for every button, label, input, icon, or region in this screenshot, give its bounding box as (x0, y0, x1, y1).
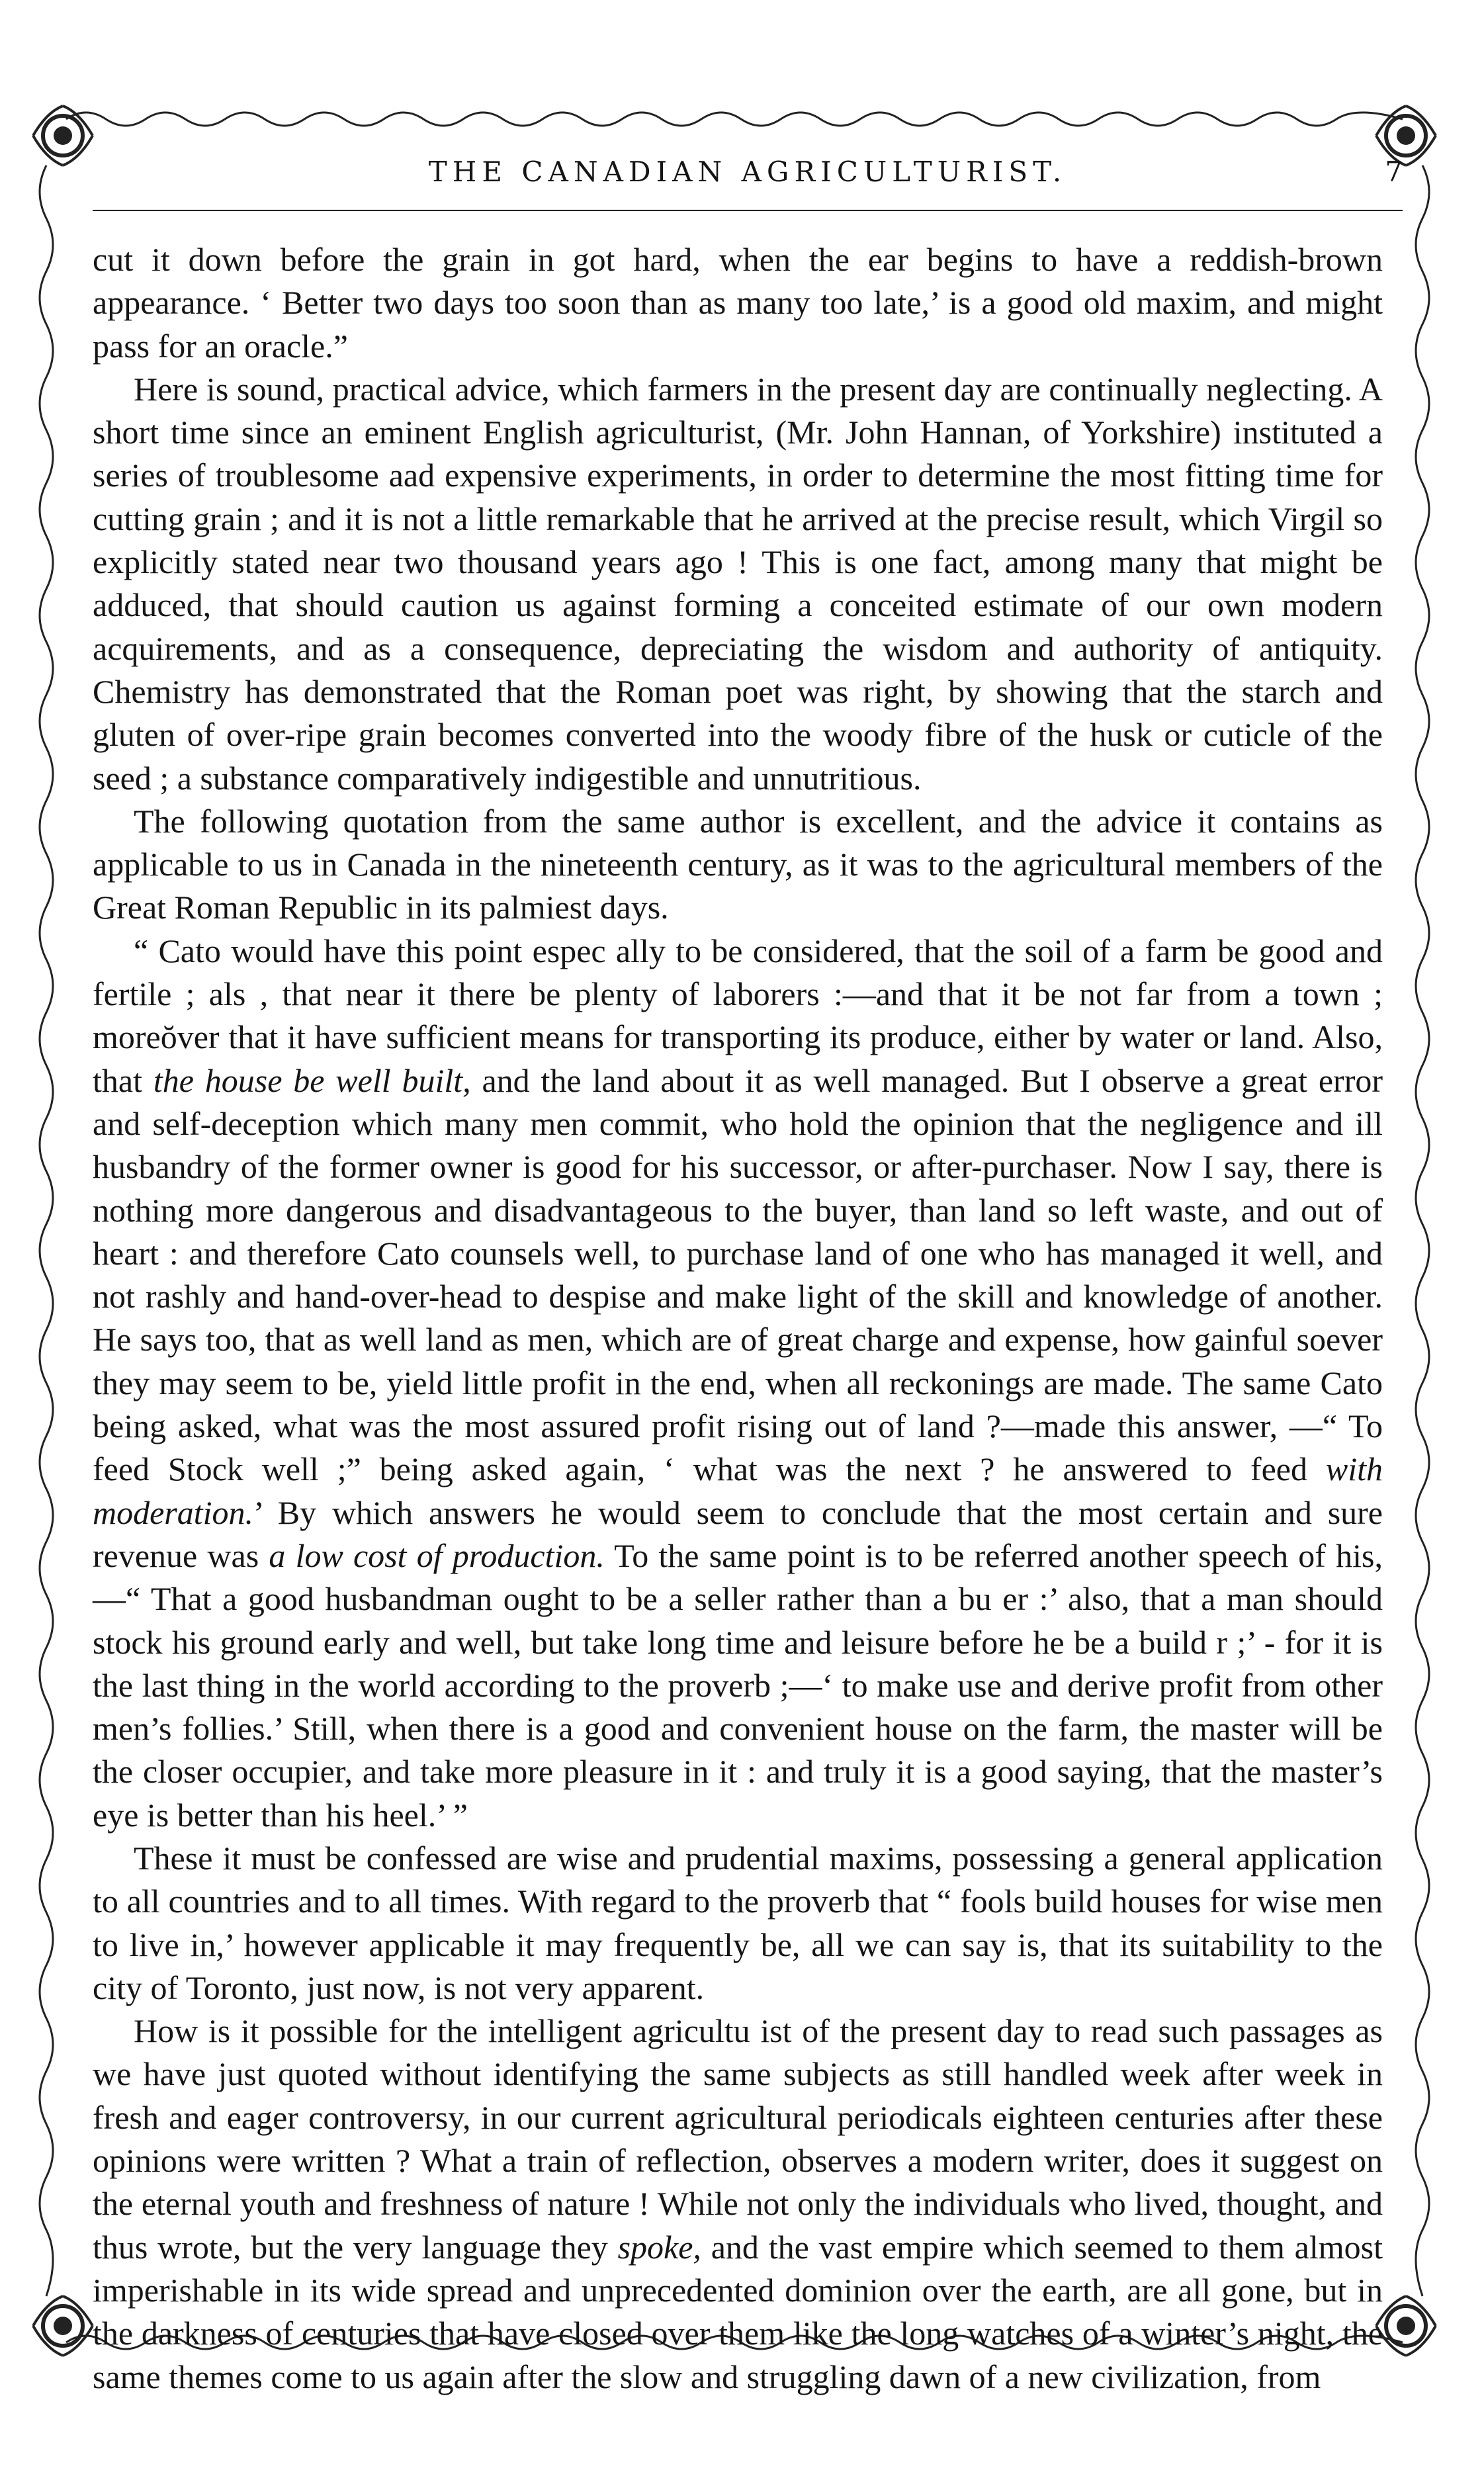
italic-text: a low cost of production. (269, 1536, 605, 1574)
article-body (93, 238, 1383, 2399)
text-segment: To the same point is to be referred another speech of his,—“ That a good husbandman ought to be a seller rather than a bu er :’ also, that a man should stock his ground early and well, but take long time and leisure before he be a build r ;’ - for it is the last thing in the world according to the proverb ;—‘ to make use and derive profit from other men’s follies.’ Still, when there is a good and convenient house on the farm, the master will be the closer occupier, and take more pleasure in it : and truly it is a good saying, that the master’s eye is better than his heel.’ ” (93, 1536, 1383, 1834)
journal-title: THE CANADIAN AGRICULTURIST. (428, 155, 1067, 188)
text-segment: ’ By which answers he would seem to conclude that the most certain and sure revenue was (93, 1493, 1383, 1574)
paragraph (93, 800, 1383, 930)
paragraph (93, 2010, 1383, 2399)
text-segment: Here is sound, practical advice, which farmers in the present day are continually neglecting. A short time since an eminent English agriculturist, (Mr. John Hannan, of Yorkshire) instituted a series of troublesome aad expensive experiments, in order to determine the most fitting time for cutting grain ; and it is not a little remarkable that he arrived at the precise result, which Virgil so explicitly stated near two thousand years ago ! This is one fact, among many that might be adduced, that should caution us against forming a conceited estimate of our own modern acquirements, and as a consequence, depreciating the wisdom and authority of antiquity. Chemistry has demonstrated that the Roman poet was right, by showing that the starch and gluten of over-ripe grain becomes converted into the woody fibre of the husk or cuticle of the seed ; a substance comparatively indigestible and unnutritious. (93, 370, 1383, 797)
header-rule (93, 210, 1403, 211)
text-segment: and the land about it as well managed. But I observe a great error and self-deception which many men commit, who hold the opinion that the negligence and ill husbandry of the former owner is good for his successor, or after-purchaser. Now I say, there is nothing more dangerous and disadvantageous to the buyer, than land so left waste, and out of heart : and therefore Cato counsels well, to purchase land of one who has managed it well, and not rashly and hand-over-head to despise and make light of the skill and knowledge of another. He says too, that as well land as men, which are of great charge and expense, how gainful soever they may seem to be, yield little profit in the end, when all reckonings are made. The same Cato being asked, what was the most assured profit rising out of land ?—made this answer, —“ To feed Stock well ;” being asked again, ‘ what was the next ? he answered to feed (93, 1061, 1383, 1488)
paragraph (93, 930, 1383, 1837)
italic-text: spoke, (617, 2228, 701, 2266)
text-segment: How is it possible for the intelligent agricultu ist of the present day to read such passages as we have just quoted without identifying the same subjects as still handled week after week in fresh and eager controversy, in our current agricultural periodicals eighteen centuries after these opinions were written ? What a train of reflection, observes a modern writer, does it suggest on the eternal youth and freshness of nature ! While not only the individuals who lived, thought, and thus wrote, but the very language they (93, 2012, 1383, 2266)
text-segment: These it must be confessed are wise and prudential maxims, possessing a general application to all countries and to all times. With regard to the proverb that “ fools build houses for wise men to live in,’ however applicable it may frequently be, all we can say is, that its suitability to the city of Toronto, just now, is not very apparent. (93, 1839, 1383, 2006)
italic-text: the house be well built, (153, 1061, 471, 1099)
corner-ornament-bottom-left (26, 2289, 99, 2362)
paragraph (93, 1837, 1383, 2010)
italic-text: with moderation. (93, 1450, 1383, 1531)
page-number: 7 (1385, 155, 1403, 188)
corner-ornament-top-left (26, 99, 99, 172)
running-header (93, 155, 1403, 215)
paragraph (93, 368, 1383, 800)
text-segment: and the vast empire which seemed to them almost imperishable in its wide spread and unprecedented dominion over the earth, are all gone, but in the darkness of centuries that have closed over them like the long watches of a winter’s night, the same themes come to us again after the slow and struggling dawn of a new civilization, from (93, 2228, 1383, 2395)
text-segment: “ Cato would have this point espec ally to be considered, that the soil of a farm be good and fertile ; als , that near it there be plenty of laborers :—and that it be not far from a town ; moreŏver that it have sufficient means for transporting its produce, either by water or land. Also, that (93, 932, 1383, 1099)
paragraph (93, 238, 1383, 368)
text-segment: cut it down before the grain in got hard, when the ear begins to have a reddish-brown appearance. ‘ Better two days too soon than as many too late,’ is a good old maxim, and might pass for an oracle.” (93, 241, 1383, 365)
text-segment: The following quotation from the same author is excellent, and the advice it contains as applicable to us in Canada in the nineteenth century, as it was to the agricultural members of the Great Roman Republic in its palmiest days. (93, 802, 1383, 926)
